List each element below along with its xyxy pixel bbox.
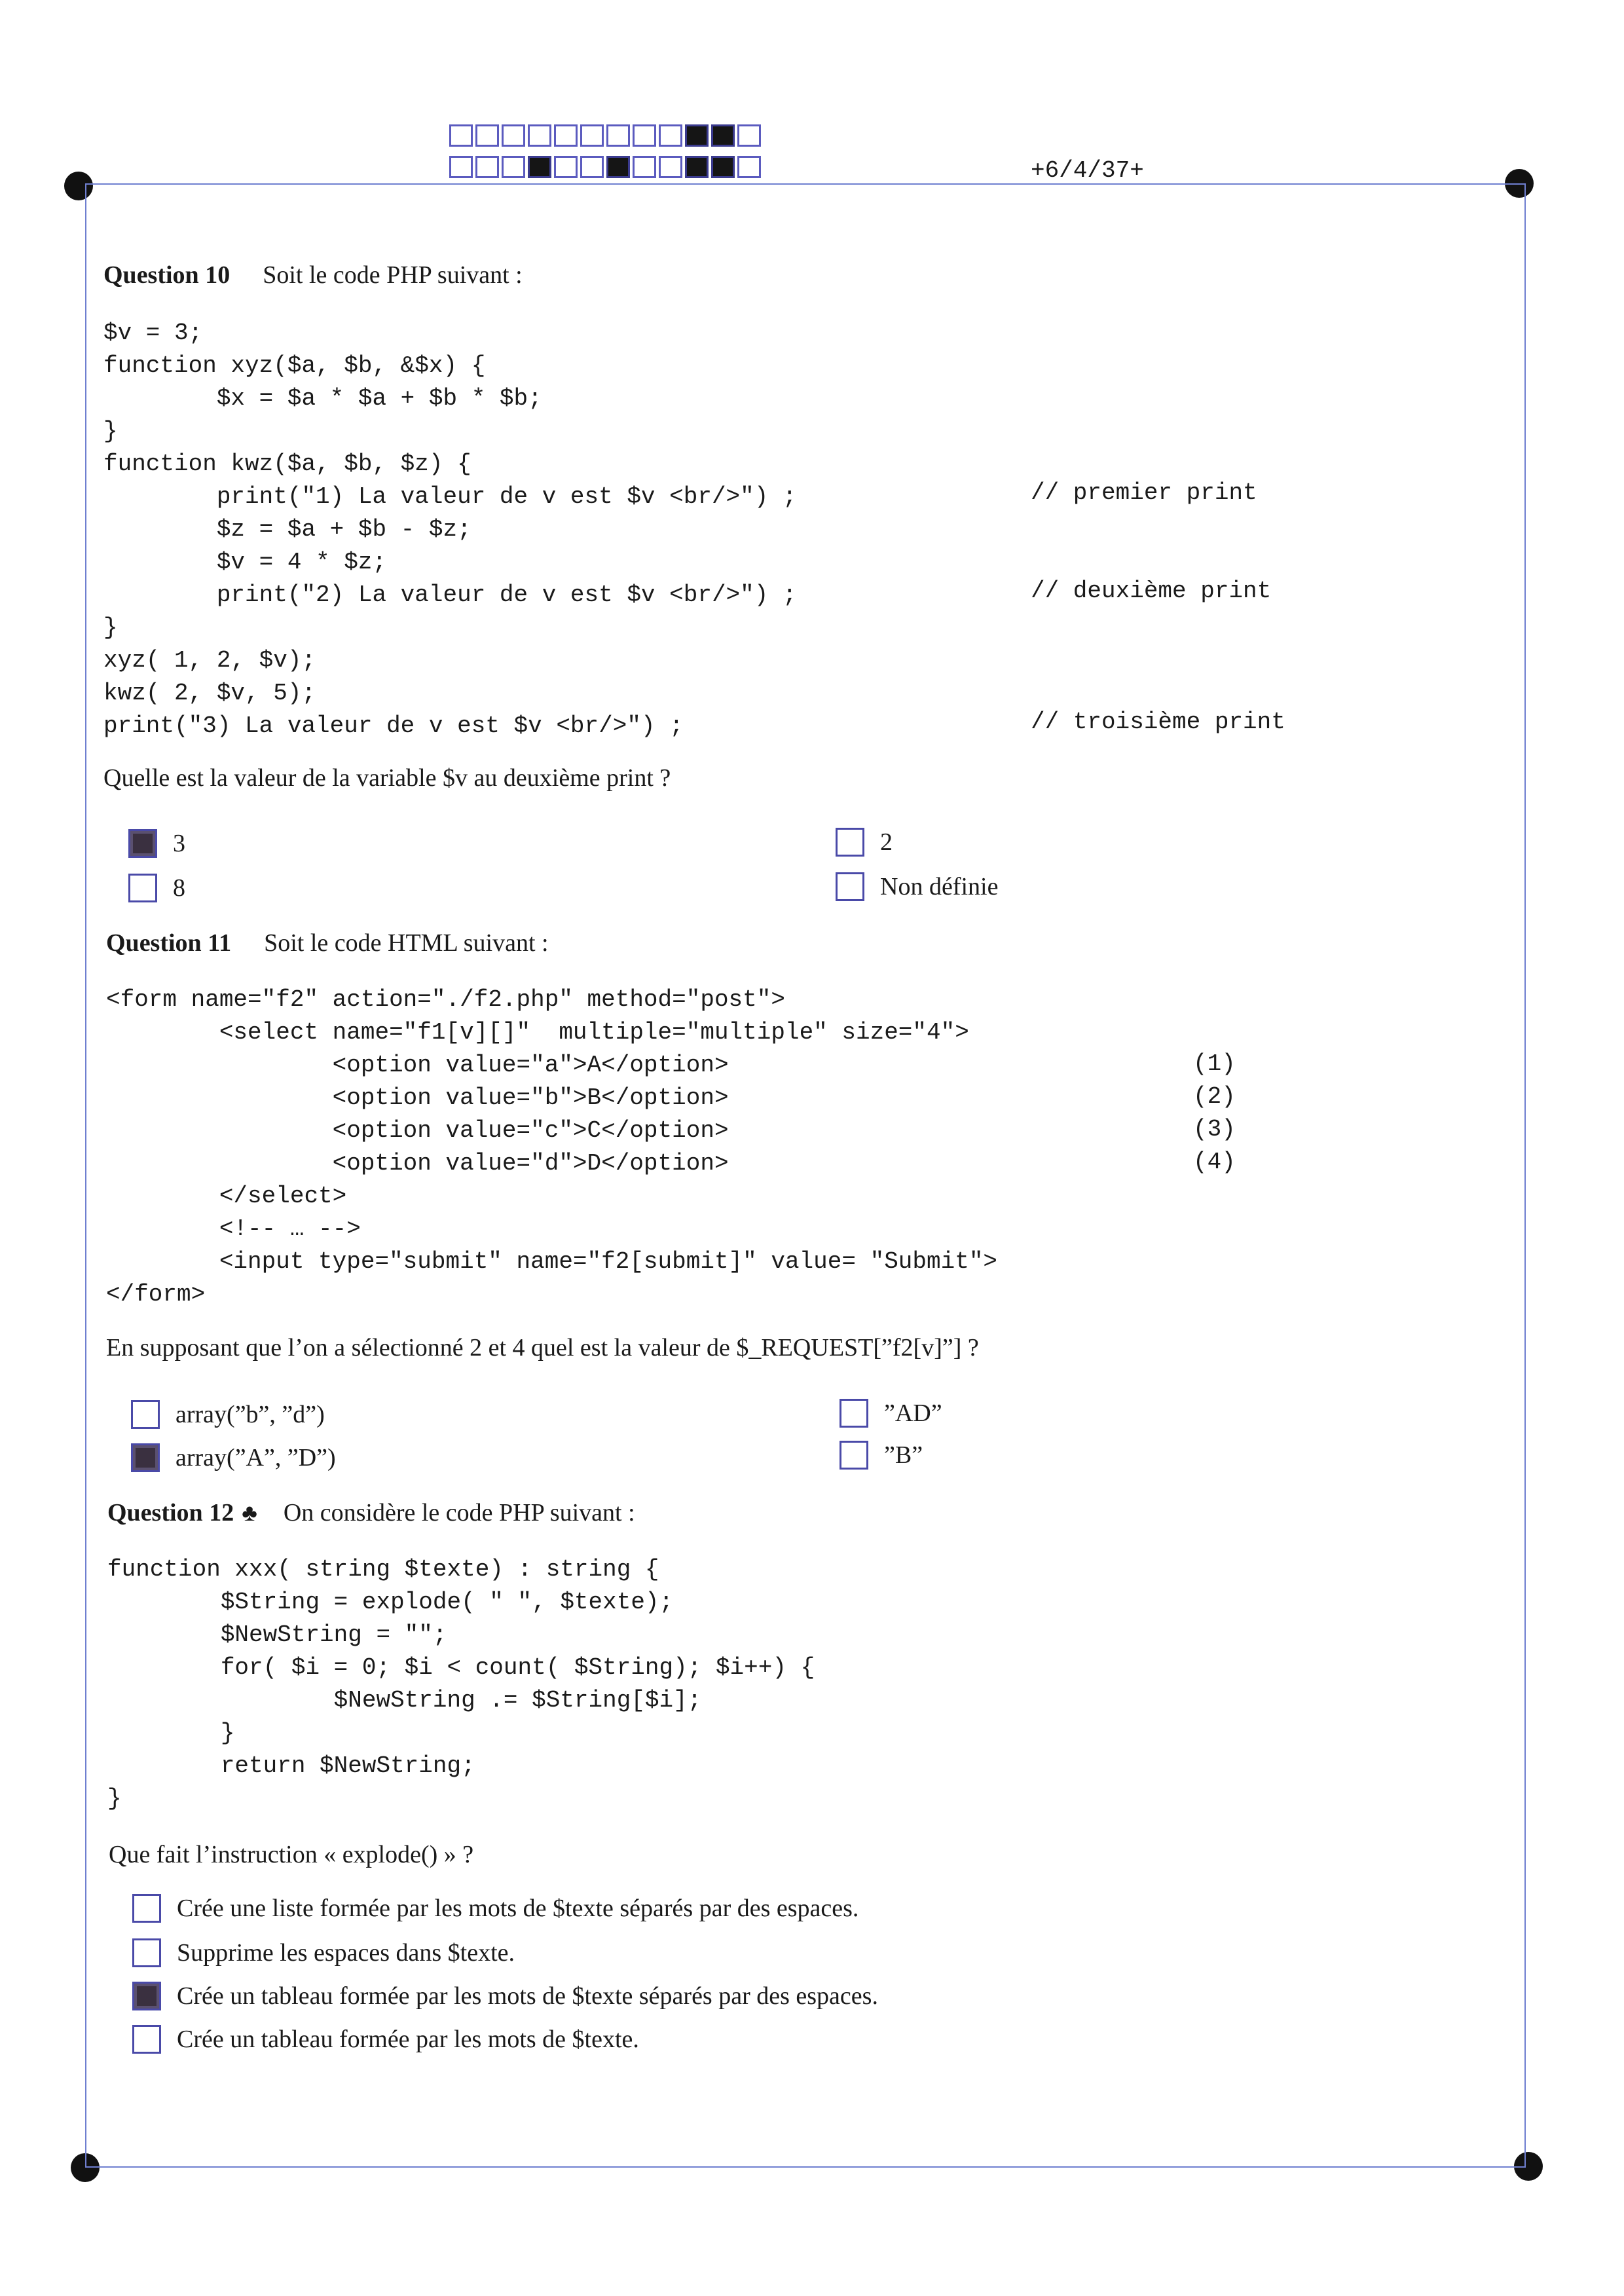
- code-comment: // deuxième print: [1031, 578, 1272, 604]
- answer-choice[interactable]: [840, 1399, 942, 1428]
- id-box: [502, 156, 525, 178]
- code-comment: // troisième print: [1031, 709, 1285, 735]
- choice-label: 2: [880, 828, 893, 856]
- checkbox[interactable]: [836, 828, 864, 857]
- checkbox[interactable]: [131, 1443, 160, 1472]
- id-box: [633, 124, 656, 147]
- id-box: [685, 156, 709, 178]
- id-box: [711, 124, 735, 147]
- id-box: [737, 156, 761, 178]
- id-box-row-1: [449, 124, 764, 147]
- choice-label: Crée une liste formée par les mots de $texte séparés par des espaces.: [177, 1895, 859, 1922]
- question-intro: On considère le code PHP suivant :: [283, 1499, 635, 1527]
- answer-choice[interactable]: [131, 1400, 325, 1429]
- id-box: [554, 156, 578, 178]
- question-10-prompt: Quelle est la valeur de la variable $v au deuxième print ?: [103, 764, 671, 792]
- id-box: [580, 156, 604, 178]
- choice-label: Crée un tableau formée par les mots de $texte séparés par des espaces.: [177, 1982, 878, 2010]
- id-box: [475, 156, 499, 178]
- answer-choice[interactable]: [128, 829, 185, 858]
- checkbox[interactable]: [132, 1982, 161, 2010]
- question-11-code: <form name="f2" action="./f2.php" method="post"> <select name="f1[v][]" multiple="multiple" size="4"> <option value="a">A</option> <option value="b">B</option> <option value="c">C</option> <option value="d">D</option> </select> <!-- … --> <input type="submit" name="f2[submit]" value= "Submit"> </form>: [106, 986, 998, 1308]
- club-icon: ♣: [242, 1500, 257, 1526]
- id-box: [502, 124, 525, 147]
- choice-label: Non définie: [880, 873, 999, 900]
- answer-choice[interactable]: [128, 874, 185, 902]
- choice-label: 8: [173, 874, 185, 902]
- choice-label: Supprime les espaces dans $texte.: [177, 1939, 515, 1967]
- code-comment: (3): [1193, 1116, 1236, 1143]
- checkbox[interactable]: [132, 1894, 161, 1923]
- id-box: [528, 156, 551, 178]
- question-12-prompt: Que fait l’instruction « explode() » ?: [109, 1841, 474, 1868]
- choice-label: 3: [173, 830, 185, 857]
- answer-choice[interactable]: [132, 1894, 858, 1923]
- id-box: [475, 124, 499, 147]
- question-intro: Soit le code PHP suivant :: [263, 261, 523, 289]
- code-comment: (4): [1193, 1149, 1236, 1176]
- checkbox[interactable]: [128, 874, 157, 902]
- id-box: [711, 156, 735, 178]
- choice-label: ”B”: [884, 1441, 923, 1469]
- page-id: +6/4/37+: [1031, 157, 1144, 184]
- id-box: [659, 156, 682, 178]
- answer-choice[interactable]: [836, 828, 893, 857]
- id-box: [554, 124, 578, 147]
- checkbox[interactable]: [131, 1400, 160, 1429]
- answer-choice[interactable]: [836, 872, 998, 901]
- id-box: [528, 124, 551, 147]
- answer-choice[interactable]: [131, 1443, 336, 1472]
- question-11-prompt: En supposant que l’on a sélectionné 2 et 4 quel est la valeur de $_REQUEST[”f2[v]”] ?: [106, 1334, 979, 1361]
- question-11-title: [106, 929, 549, 957]
- checkbox[interactable]: [836, 872, 864, 901]
- choice-label: array(”A”, ”D”): [175, 1444, 336, 1472]
- checkbox[interactable]: [128, 829, 157, 858]
- id-box: [606, 156, 630, 178]
- checkbox[interactable]: [132, 1938, 161, 1967]
- id-box: [449, 156, 473, 178]
- question-10-title: [103, 261, 523, 289]
- id-box: [606, 124, 630, 147]
- question-intro: Soit le code HTML suivant :: [264, 929, 549, 957]
- question-10-code: $v = 3; function xyz($a, $b, &$x) { $x = $a * $a + $b * $b; } function kwz($a, $b, $z) { print("1) La valeur de v est $v <br/>") ; $z = $a + $b - $z; $v = 4 * $z; print("2) La valeur de v est $v <br/>") ; } xyz( 1, 2, $v); kwz( 2, $v, 5); print("3) La valeur de v est $v <br/>") ;: [103, 320, 797, 739]
- answer-choice[interactable]: [132, 1982, 878, 2010]
- question-number: Question 12: [107, 1499, 234, 1527]
- id-box-row-2: [449, 156, 764, 178]
- answer-choice[interactable]: [132, 2025, 639, 2054]
- answer-choice[interactable]: [840, 1441, 923, 1470]
- checkbox[interactable]: [132, 2025, 161, 2054]
- id-box: [449, 124, 473, 147]
- question-number: Question 11: [106, 929, 232, 957]
- id-box: [633, 156, 656, 178]
- answer-choice[interactable]: [132, 1938, 515, 1967]
- code-comment: (1): [1193, 1050, 1236, 1077]
- choice-label: ”AD”: [884, 1399, 942, 1427]
- code-comment: // premier print: [1031, 479, 1257, 506]
- code-comment: (2): [1193, 1083, 1236, 1110]
- choice-label: array(”b”, ”d”): [175, 1401, 325, 1428]
- checkbox[interactable]: [840, 1399, 868, 1428]
- question-12-title: [107, 1498, 635, 1527]
- choice-label: Crée un tableau formée par les mots de $texte.: [177, 2026, 639, 2053]
- question-12-code: function xxx( string $texte) : string { $String = explode( " ", $texte); $NewString = ""; for( $i = 0; $i < count( $String); $i++) { $NewString .= $String[$i]; } return $NewString; }: [107, 1556, 815, 1812]
- checkbox[interactable]: [840, 1441, 868, 1470]
- id-box: [685, 124, 709, 147]
- id-box: [580, 124, 604, 147]
- id-box: [737, 124, 761, 147]
- id-box: [659, 124, 682, 147]
- question-number: Question 10: [103, 261, 231, 289]
